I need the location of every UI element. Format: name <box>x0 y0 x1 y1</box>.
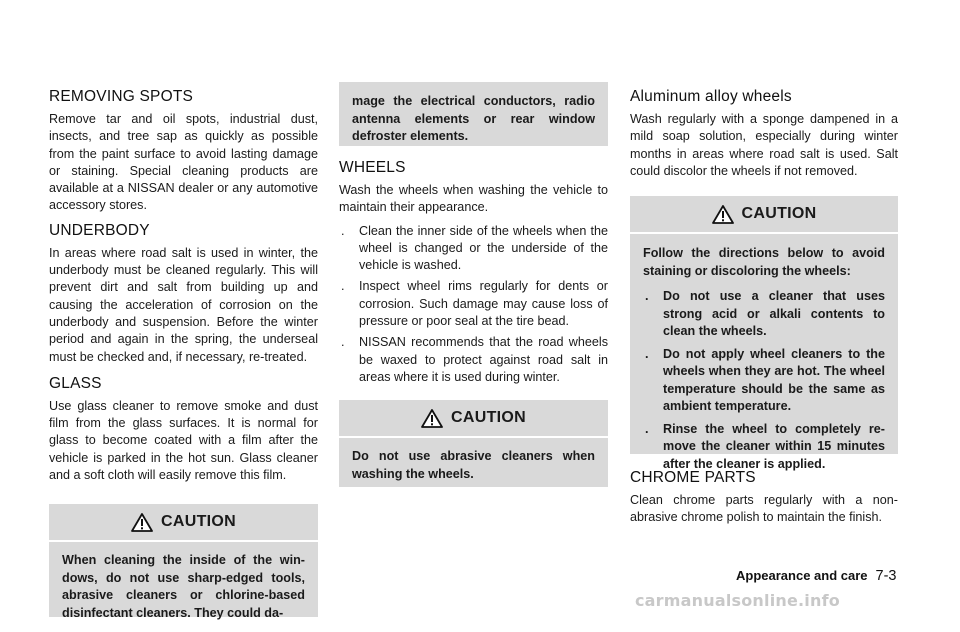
warning-icon <box>421 409 443 428</box>
list-item <box>643 346 885 416</box>
bullet-mark: . <box>645 421 649 436</box>
aluminum-text: Wash regularly with a sponge dampened in a mild soap solution, especially during winter months in areas where road salt is used. Salt could discolor the wheels if not removed. <box>630 112 898 178</box>
caution-body <box>49 542 318 632</box>
wheels-bullet-list <box>339 223 608 387</box>
caution-body <box>339 438 608 493</box>
list-item <box>643 421 885 474</box>
middle-column <box>339 0 608 487</box>
caution-box-aluminum <box>630 196 898 471</box>
caution-bullet-3: Rinse the wheel to completely re-move the cleaner within 15 minutes after the cleaner is applied. <box>663 421 885 471</box>
caution-box-continued <box>339 82 608 146</box>
bullet-mark: . <box>341 335 345 350</box>
caution-title: CAUTION <box>741 205 817 223</box>
glass-heading: GLASS <box>49 374 102 392</box>
wheels-bullet-2: Inspect wheel rims regularly for dents or corrosion. Such damage may cause loss of pressure or poor seal at the tire bead. <box>359 279 608 329</box>
bullet-mark: . <box>341 279 345 294</box>
page-footer <box>736 568 896 584</box>
underbody-text: In areas where road salt is used in winter, the underbody must be cleaned regularly. This will prevent dirt and salt from building up and causing the acceleration of corrosion on the underbody and suspension. Before the winter period and again in the spring, the underseal must be checked and, if necessary, re-treated. <box>49 245 318 364</box>
watermark: carmanualsonline.info <box>635 591 840 610</box>
caution-text: Do not use abrasive cleaners when washing the wheels. <box>352 449 595 481</box>
caution-continued-text: mage the electrical conductors, radio antenna elements or rear window defroster elements. <box>352 94 595 143</box>
wheels-text: Wash the wheels when washing the vehicle to maintain their appearance. <box>339 183 608 215</box>
page-number: 7-3 <box>875 568 897 584</box>
bullet-mark: . <box>645 289 649 304</box>
wheels-bullet-3: NISSAN recommends that the road wheels be waxed to protect against road salt in areas where it is used during winter. <box>359 335 608 384</box>
warning-icon <box>131 513 153 532</box>
chrome-text: Clean chrome parts regularly with a non-abrasive chrome polish to maintain the finish. <box>630 493 898 525</box>
list-item <box>339 223 608 275</box>
chrome-heading: CHROME PARTS <box>630 469 756 487</box>
caution-header <box>630 196 898 234</box>
left-column <box>49 0 318 620</box>
removing-spots-text: Remove tar and oil spots, industrial dust, insects, and tree sap as quickly as possible from the paint surface to avoid lasting damage or staining. Special cleaning products are available at a NISSAN dealer or any automotive accessory stores. <box>49 112 318 213</box>
caution-title: CAUTION <box>451 409 526 427</box>
caution-title: CAUTION <box>161 513 236 531</box>
wheels-heading: WHEELS <box>339 159 406 176</box>
caution-bullet-list <box>643 288 885 473</box>
caution-bullet-1: Do not use a cleaner that uses strong acid or alkali contents to clean the wheels. <box>663 289 885 339</box>
caution-body <box>630 234 898 488</box>
list-item <box>339 334 608 386</box>
removing-spots-heading: REMOVING SPOTS <box>49 88 194 105</box>
caution-header <box>339 400 608 438</box>
bullet-mark: . <box>341 223 345 238</box>
footer-section: Appearance and care <box>736 568 868 583</box>
bullet-mark: . <box>645 346 649 361</box>
caution-intro: Follow the directions below to avoid staining or discoloring the wheels: <box>643 246 885 278</box>
caution-bullet-2: Do not apply wheel cleaners to the wheels when they are hot. The wheel temperature should be the same as ambient temperature. <box>663 346 885 414</box>
list-item <box>643 288 885 341</box>
caution-continued-body <box>339 82 608 156</box>
aluminum-heading: Aluminum alloy wheels <box>630 88 792 105</box>
wheels-bullet-1: Clean the inner side of the wheels when the wheel is changed or the underside of the vehicle is washed. <box>359 223 608 273</box>
right-column <box>630 0 898 527</box>
caution-box-windows <box>49 504 318 620</box>
underbody-heading: UNDERBODY <box>49 221 150 239</box>
glass-text: Use glass cleaner to remove smoke and dust film from the glass surfaces. It is normal for glass to become coated with a film after the vehicle is parked in the hot sun. Glass cleaner and a soft cloth will easily remove this film. <box>49 398 318 483</box>
list-item <box>339 278 608 330</box>
warning-icon <box>712 205 734 224</box>
caution-text: When cleaning the inside of the win-dows, do not use sharp-edged tools, abrasive cleaners or chlorine-based disinfectant cleaners. They could da- <box>62 553 305 620</box>
caution-box-wheels <box>339 400 608 487</box>
caution-header <box>49 504 318 542</box>
